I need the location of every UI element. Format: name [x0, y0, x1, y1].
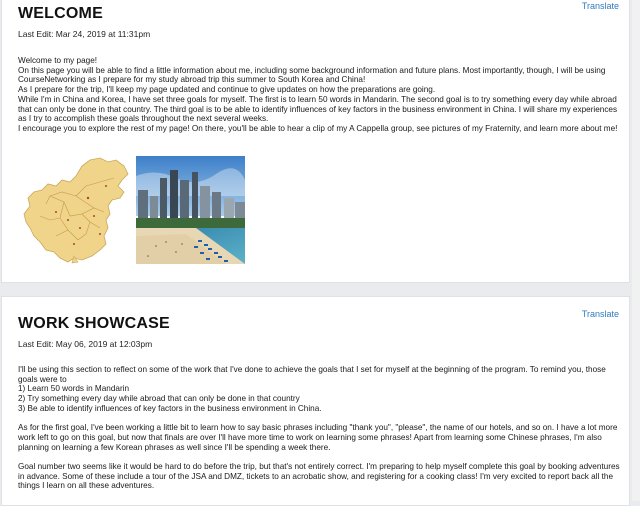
- welcome-translate-link[interactable]: Translate: [581, 1, 619, 11]
- welcome-line: I encourage you to explore the rest of my page! On there, you'll be able to hear a clip of my A Cappella group, see pictures of my Fraternity, and learn more about me!: [18, 123, 618, 133]
- welcome-line: Welcome to my page!: [18, 56, 98, 65]
- welcome-body: [18, 56, 621, 134]
- showcase-last-edit: Last Edit: May 06, 2019 at 12:03pm: [18, 339, 153, 349]
- showcase-goal: 3) Be able to identify influences of key factors in the business environment in China.: [18, 403, 322, 413]
- showcase-paragraph: As for the first goal, I've been working a little bit to learn how to say basic phrases including "thank you", "please", the name of our hotels, and so on. I have a lot more work left to go on this goal, but now that finals are over I'll have more time to work on learning some phrases! Apart from learning some Chinese phrases, I'm also planning on learning a few Korean phrases as well since I'll be spending a week there.: [18, 423, 618, 452]
- welcome-title: WELCOME: [18, 5, 103, 22]
- showcase-goal: 2) Try something every day while abroad that can only be done in that country: [18, 394, 300, 404]
- welcome-line: On this page you will be able to find a little information about me, including some background information and future plans. Most importantly, though, I will be using CourseNetworking as I prepare for my study abroad trip this summer to South Korea and China!: [18, 65, 606, 85]
- page-scrollbar[interactable]: [632, 0, 640, 501]
- showcase-intro: I'll be using this section to reflect on some of the work that I've done to achieve the goals that I set for myself at the beginning of the program. To remind you, those goals were to: [18, 365, 606, 384]
- beach-city-photo[interactable]: [136, 156, 245, 264]
- welcome-line: As I prepare for the trip, I'll keep my page updated and continue to give updates on how the preparations are going.: [18, 85, 436, 95]
- showcase-title: WORK SHOWCASE: [18, 315, 170, 332]
- showcase-translate-link[interactable]: Translate: [581, 309, 619, 319]
- welcome-card: [1, 0, 630, 283]
- showcase-paragraph: Goal number two seems like it would be hard to do before the trip, but that's not entirely correct. I'm preparing to help myself complete this goal by booking adventures in advance. Some of these include a tour of the JSA and DMZ, tickets to an acrobatic show, and registering for a cooking class! I'm very excited to report back all the things I learn on all these adventures.: [18, 462, 620, 491]
- showcase-goal: 1) Learn 50 words in Mandarin: [18, 384, 130, 394]
- china-map-image[interactable]: [20, 156, 131, 264]
- welcome-line: While I'm in China and Korea, I have set three goals for myself. The first is to learn 50 words in Mandarin. The second goal is to try something every day while abroad that can only be done in that country. The third goal is to be able to identify influences of key factors in the business environment in China. I will share my experiences as I try to accomplish these goals throughout the next several weeks.: [18, 94, 618, 124]
- welcome-last-edit: Last Edit: Mar 24, 2019 at 11:31pm: [18, 29, 151, 39]
- showcase-body: [18, 365, 621, 491]
- work-showcase-card: [1, 296, 630, 506]
